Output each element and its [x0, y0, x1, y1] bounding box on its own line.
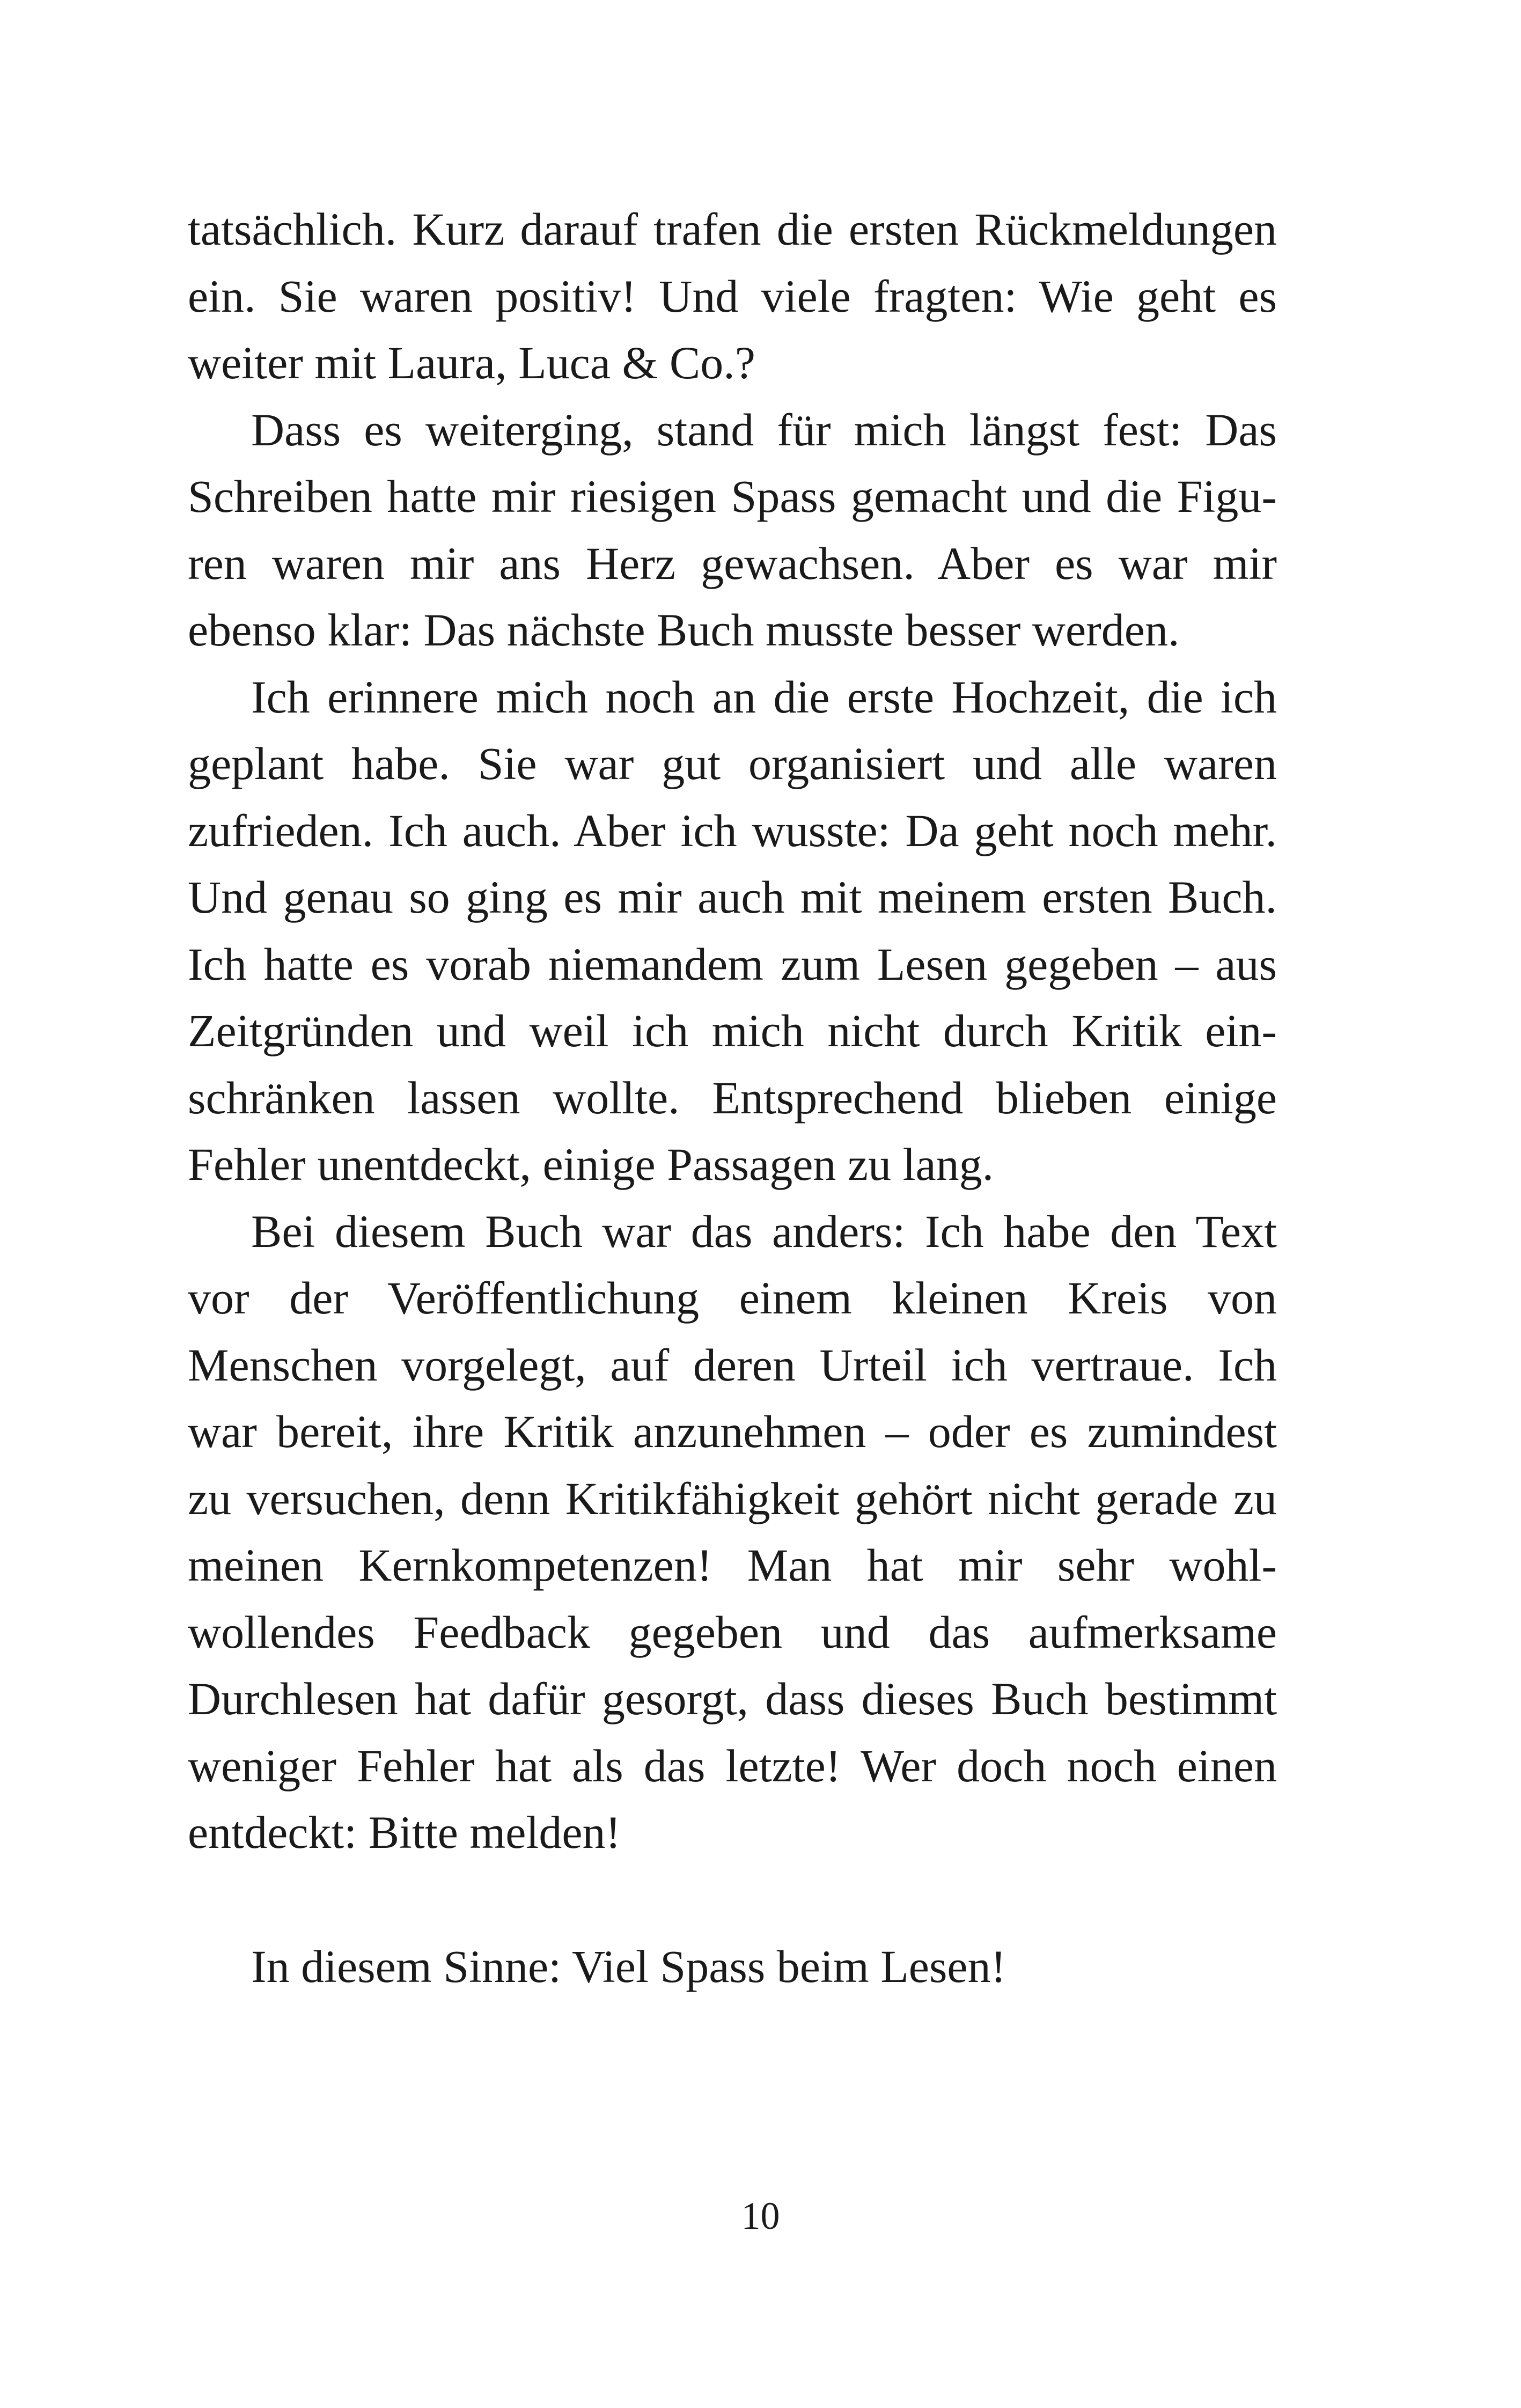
text-line-first: Ich erinnere mich noch an die erste Hochzeit, die ich	[251, 671, 1277, 723]
text-line: zufrieden. Ich auch. Aber ich wusste: Da geht noch mehr.	[188, 804, 1277, 856]
text-line: geplant habe. Sie war gut organisiert und alle waren	[188, 738, 1277, 789]
text-line-last: ebenso klar: Das nächste Buch musste besser werden.	[188, 604, 1180, 656]
text-line: weniger Fehler hat als das letzte! Wer doch noch einen	[188, 1739, 1277, 1792]
text-line: tatsächlich. Kurz darauf trafen die ersten Rückmeldungen	[188, 203, 1277, 255]
text-line: Durchlesen hat dafür gesorgt, dass dieses Buch bestimmt	[188, 1673, 1277, 1724]
text-line: ein. Sie waren positiv! Und viele fragten: Wie geht es	[188, 270, 1277, 322]
text-line: Menschen vorgelegt, auf deren Urteil ich vertraue. Ich	[188, 1339, 1277, 1391]
text-line-last: Fehler unentdeckt, einige Passagen zu lang.	[188, 1139, 994, 1190]
text-line: Und genau so ging es mir auch mit meinem ersten Buch.	[188, 871, 1277, 923]
text-line: Schreiben hatte mir riesigen Spass gemacht und die Figu-	[188, 471, 1277, 522]
text-line: war bereit, ihre Kritik anzunehmen – oder es zumindest	[188, 1406, 1277, 1457]
text-line-first: Bei diesem Buch war das anders: Ich habe den Text	[251, 1205, 1277, 1257]
text-line: Ich hatte es vorab niemandem zum Lesen gegeben – aus	[188, 938, 1277, 990]
text-line: wollendes Feedback gegeben und das aufmerksame	[188, 1606, 1277, 1658]
text-line: zu versuchen, denn Kritikfähigkeit gehört nicht gerade zu	[188, 1472, 1277, 1524]
text-line: vor der Veröffentlichung einem kleinen Kreis von	[188, 1272, 1277, 1324]
text-line-first: Dass es weiterging, stand für mich längst fest: Das	[251, 403, 1277, 456]
text-line: ren waren mir ans Herz gewachsen. Aber es war mir	[188, 537, 1277, 589]
text-line-last: weiter mit Laura, Luca & Co.?	[188, 337, 755, 388]
text-line: meinen Kernkompetenzen! Man hat mir sehr wohl-	[188, 1539, 1277, 1591]
text-line: Zeitgründen und weil ich mich nicht durch Kritik ein-	[188, 1005, 1277, 1056]
text-line-last: entdeckt: Bitte melden!	[188, 1807, 621, 1858]
paragraph-spacer	[188, 1866, 1277, 1933]
page-number: 10	[741, 2194, 780, 2237]
closing-line: In diesem Sinne: Viel Spass beim Lesen!	[251, 1940, 1006, 1992]
text-line: schränken lassen wollte. Entsprechend blieben einige	[188, 1071, 1277, 1124]
body-text	[188, 196, 1277, 2000]
